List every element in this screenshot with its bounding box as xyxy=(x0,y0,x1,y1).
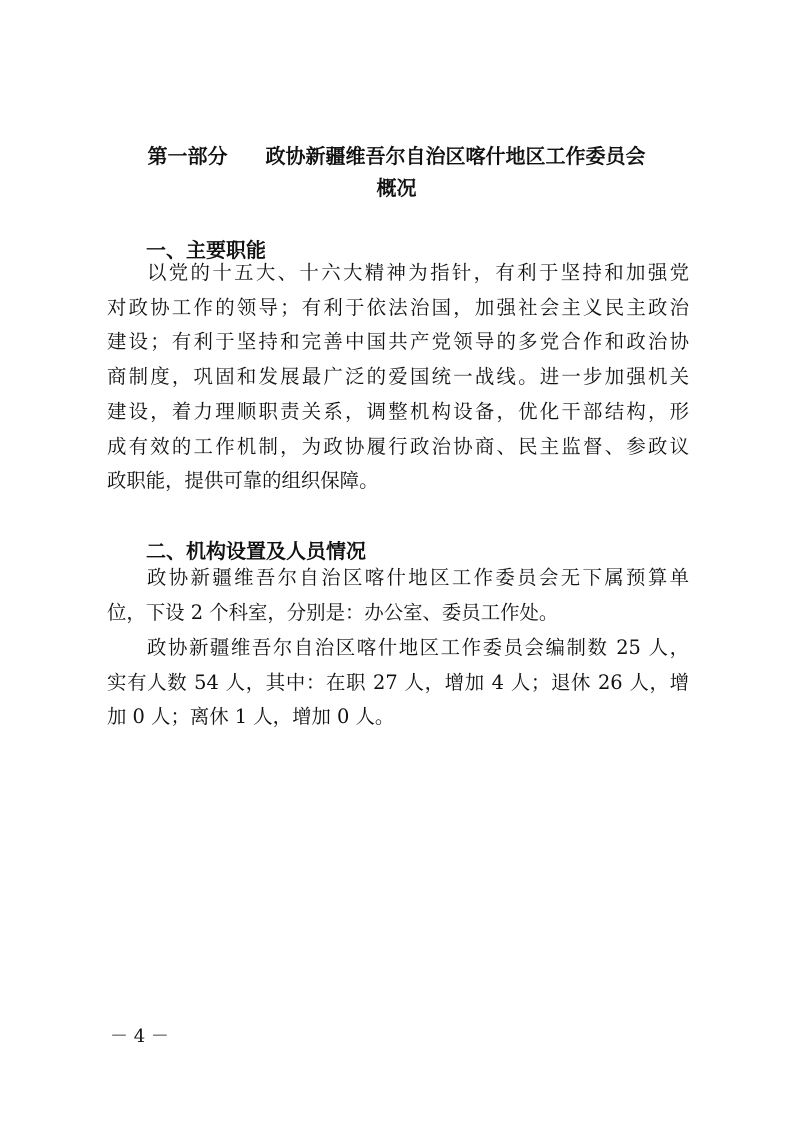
title-organization-name: 政协新疆维吾尔自治区喀什地区工作委员会 xyxy=(265,144,646,168)
paragraph-line: 建设，着力理顺职责关系，调整机构设备，优化干部结构，形 xyxy=(107,399,689,423)
paragraph-line: 加 0 人；离休 1 人，增加 0 人。 xyxy=(107,705,395,729)
section2-paragraph-2 xyxy=(107,631,689,735)
title-line-1 xyxy=(80,140,713,172)
paragraph-line: 成有效的工作机制，为政协履行政治协商、民主监督、参政议 xyxy=(107,434,689,458)
paragraph-line: 建设；有利于坚持和完善中国共产党领导的多党合作和政治协 xyxy=(107,330,689,354)
paragraph-line: 政协新疆维吾尔自治区喀什地区工作委员会编制数 25 人， xyxy=(147,636,689,659)
section-heading-organization-staff: 二、机构设置及人员情况 xyxy=(146,539,366,563)
paragraph-line: 对政协工作的领导；有利于依法治国，加强社会主义民主政治 xyxy=(107,295,689,319)
paragraph-line: 商制度，巩固和发展最广泛的爱国统一战线。进一步加强机关 xyxy=(107,365,689,389)
page-number: － 4 － xyxy=(110,1026,169,1047)
section1-paragraph xyxy=(107,256,689,499)
paragraph-line: 实有人数 54 人，其中：在职 27 人，增加 4 人；退休 26 人，增 xyxy=(107,670,689,694)
paragraph-line: 政协新疆维吾尔自治区喀什地区工作委员会无下属预算单 xyxy=(147,566,689,589)
title-suffix: 概况 xyxy=(376,176,417,200)
title-part-label: 第一部分 xyxy=(147,144,228,168)
section-heading-main-functions: 一、主要职能 xyxy=(146,238,266,262)
paragraph-line: 位，下设 2 个科室，分别是：办公室、委员工作处。 xyxy=(107,600,559,624)
paragraph-line: 以党的十五大、十六大精神为指针，有利于坚持和加强党 xyxy=(147,261,689,284)
section2-paragraph-1 xyxy=(107,561,689,630)
paragraph-line: 政职能，提供可靠的组织保障。 xyxy=(107,469,379,493)
page-title xyxy=(80,140,713,204)
